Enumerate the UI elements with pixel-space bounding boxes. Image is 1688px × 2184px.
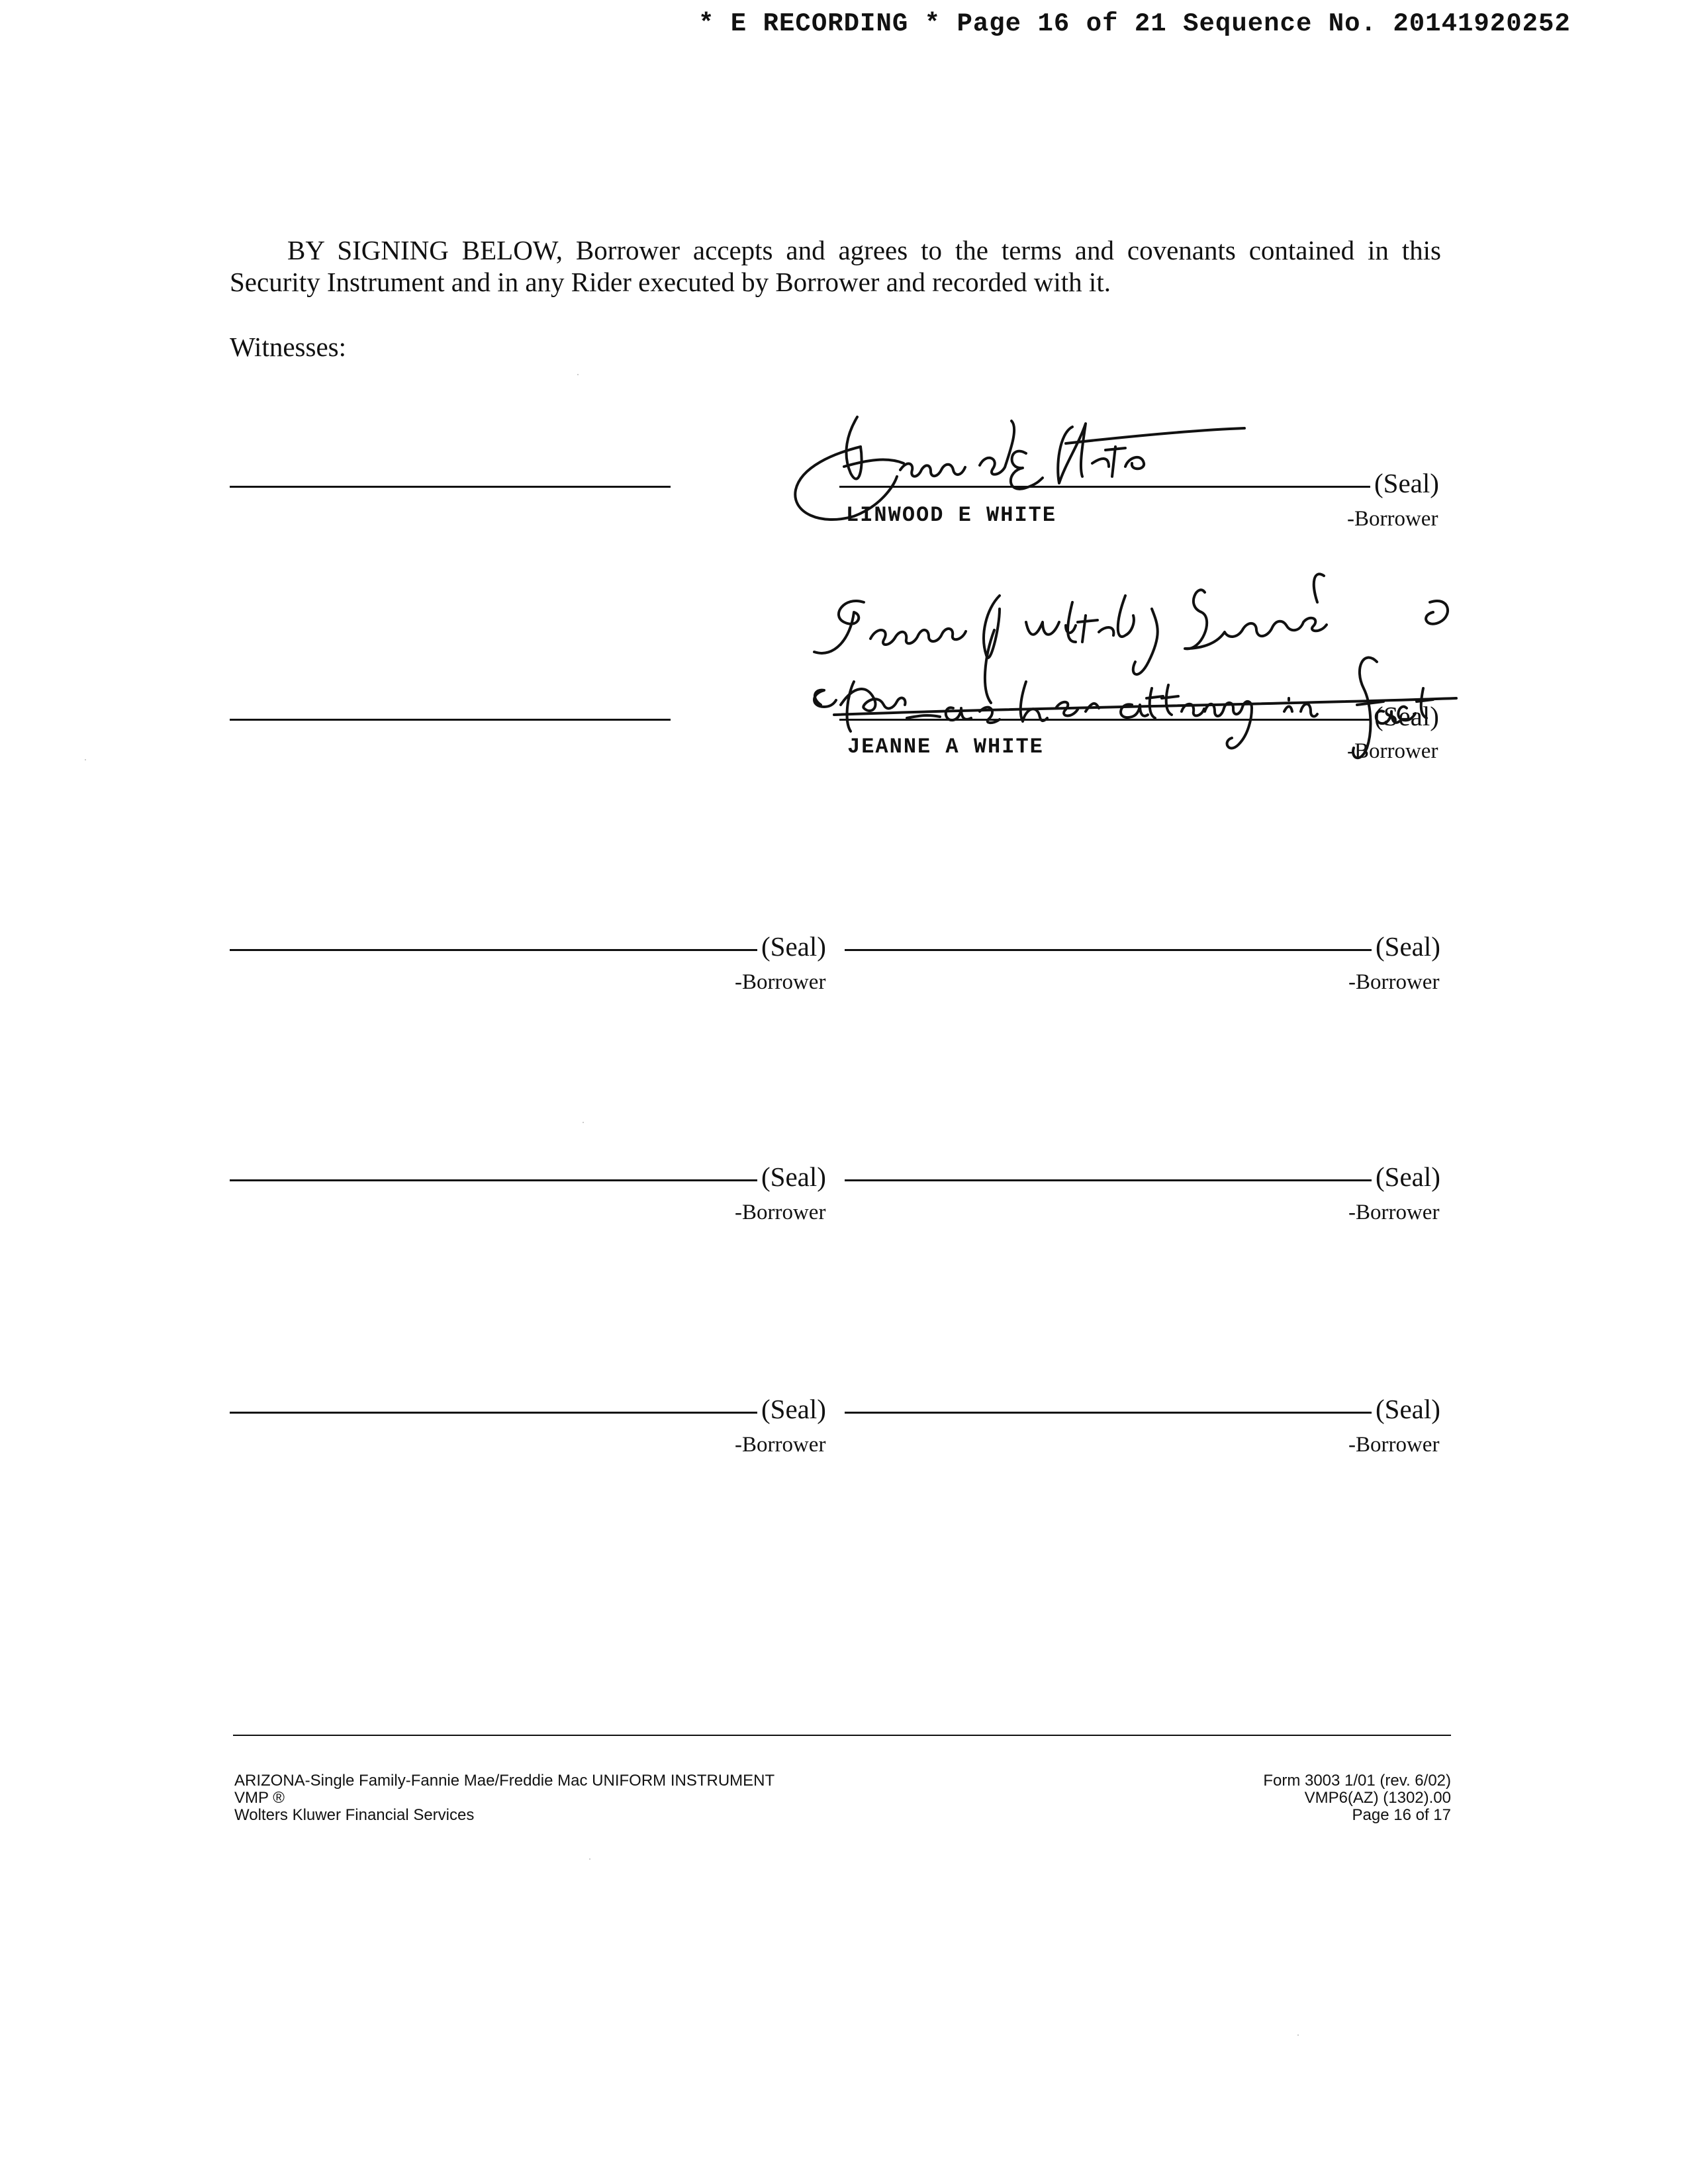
footer-right <box>1263 1772 1451 1824</box>
typed-name-linwood: LINWOOD E WHITE <box>846 503 1057 527</box>
scan-speck <box>85 759 86 760</box>
scan-speck <box>577 374 579 375</box>
borrower-role-label: -Borrower <box>1347 739 1438 763</box>
scan-speck <box>583 1122 584 1123</box>
seal-label: (Seal) <box>1374 701 1439 731</box>
borrower-role-label: -Borrower <box>735 1433 826 1457</box>
seal-label: (Seal) <box>1376 1394 1440 1424</box>
footer-left <box>234 1772 774 1824</box>
signing-statement <box>230 234 1441 298</box>
footer-publisher: Wolters Kluwer Financial Services <box>234 1806 475 1824</box>
recording-banner: * E RECORDING * Page 16 of 21 Sequence No. 20141920252 <box>698 9 1571 38</box>
footer-form-number: Form 3003 1/01 (rev. 6/02) <box>1263 1772 1451 1790</box>
borrower-role-label: -Borrower <box>735 970 826 994</box>
borrower-signature-line-5[interactable] <box>230 1179 757 1181</box>
footer-vmp-mark: VMP ® <box>234 1789 285 1807</box>
signing-statement-text: BY SIGNING BELOW, Borrower accepts and agrees to the terms and covenants contained in this Security Instrument and in any Rider executed by Borrower and recorded with it. <box>230 235 1441 297</box>
seal-label: (Seal) <box>1374 468 1439 498</box>
seal-label: (Seal) <box>761 1161 826 1192</box>
seal-label: (Seal) <box>761 931 826 962</box>
borrower-signature-line-4[interactable] <box>845 949 1372 951</box>
borrower-role-label: -Borrower <box>1348 1201 1440 1224</box>
seal-label: (Seal) <box>1376 931 1440 962</box>
handwritten-signature-linwood <box>781 407 1258 539</box>
scan-speck <box>1297 2034 1299 2036</box>
seal-label: (Seal) <box>1376 1161 1440 1192</box>
witness-line-1[interactable] <box>230 486 671 488</box>
borrower-signature-line-6[interactable] <box>845 1179 1372 1181</box>
typed-name-jeanne: JEANNE A WHITE <box>847 735 1044 759</box>
borrower-role-label: -Borrower <box>1348 970 1440 994</box>
footer-rule <box>233 1735 1451 1736</box>
scan-speck <box>589 1858 590 1860</box>
borrower-role-label: -Borrower <box>1348 1433 1440 1457</box>
borrower-role-label: -Borrower <box>1347 507 1438 531</box>
witnesses-label: Witnesses: <box>230 332 346 362</box>
witness-line-2[interactable] <box>230 719 671 721</box>
handwritten-signature-jeanne-by-attorney <box>808 576 1456 774</box>
borrower-role-label: -Borrower <box>735 1201 826 1224</box>
footer-page-number: Page 16 of 17 <box>1352 1806 1451 1824</box>
footer-vmp-code: VMP6(AZ) (1302).00 <box>1304 1789 1451 1807</box>
borrower-signature-line-3[interactable] <box>230 949 757 951</box>
borrower-signature-line-8[interactable] <box>845 1412 1372 1414</box>
borrower-signature-line-7[interactable] <box>230 1412 757 1414</box>
footer-instrument-title: ARIZONA-Single Family-Fannie Mae/Freddie Mac UNIFORM INSTRUMENT <box>234 1772 775 1790</box>
seal-label: (Seal) <box>761 1394 826 1424</box>
